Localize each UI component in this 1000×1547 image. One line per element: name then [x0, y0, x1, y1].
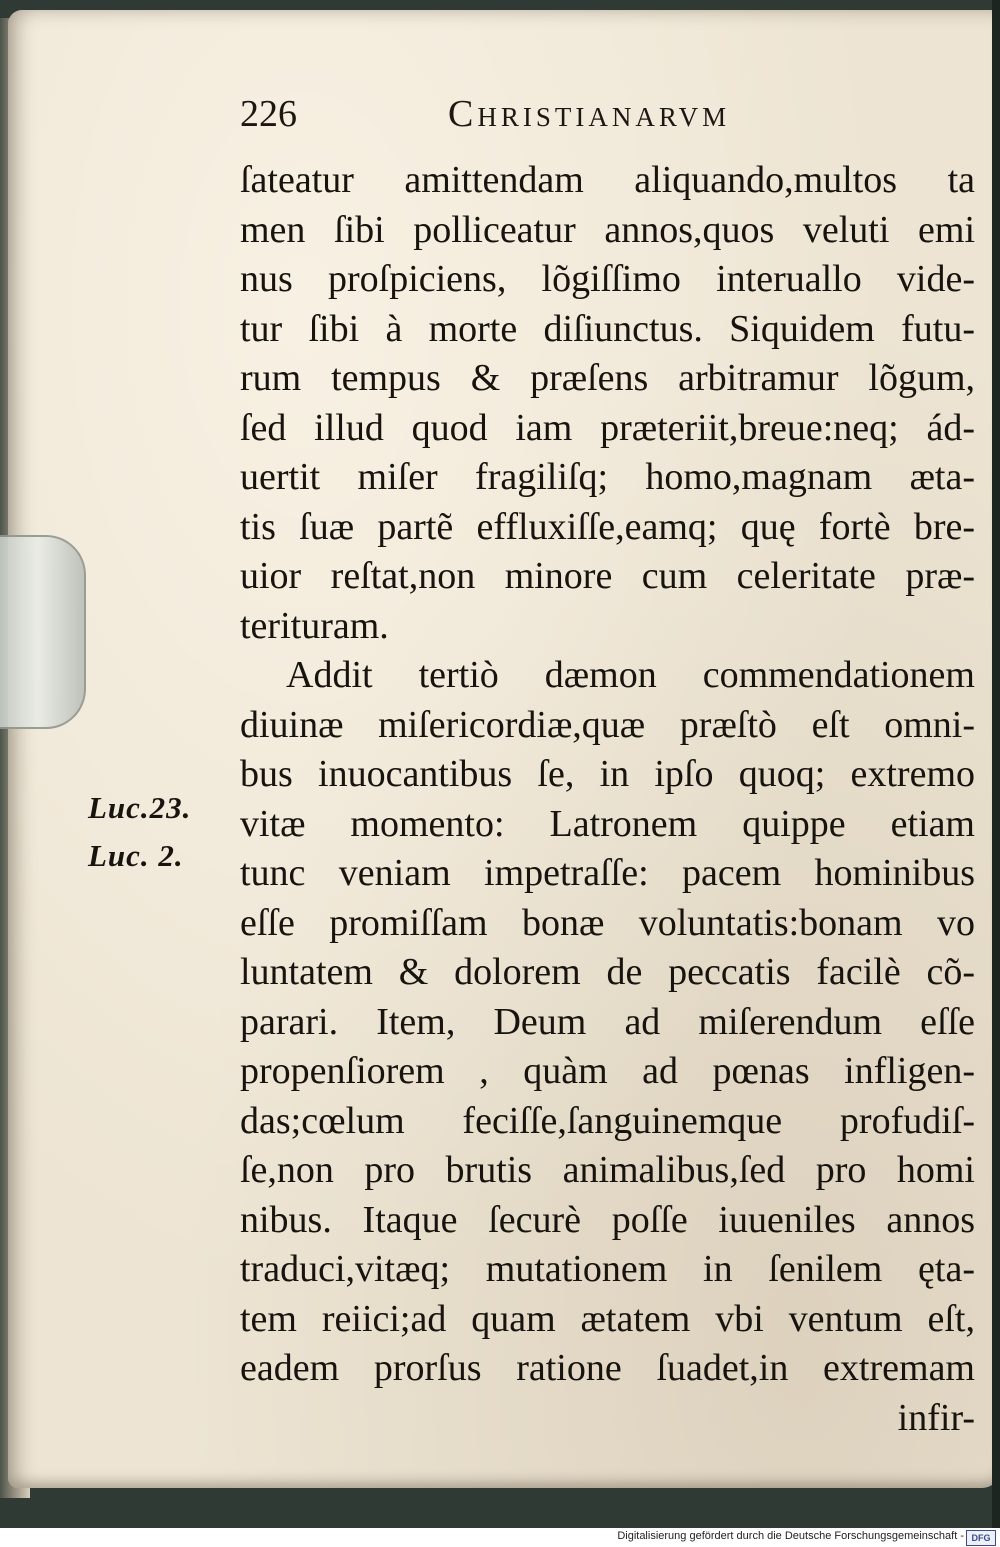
text-line: traduci,vitæq; mutationem in ſenilem ętа-: [240, 1248, 975, 1290]
text-line: rum tempus & præſens arbitramur lõgum,: [240, 357, 975, 399]
text-line: eadem prorſus ratione ſuadet,in extremam: [240, 1347, 975, 1389]
body-text: [240, 156, 975, 1443]
text-line: bus inuocantibus ſe, in ipſo quoq; extremo: [240, 753, 975, 795]
text-line: diuinæ miſericordiæ,quæ præſtò eſt omni-: [240, 703, 975, 746]
text-line: men ſibi polliceatur annos,quos veluti emi: [240, 208, 975, 251]
funding-credit: Digitalisierung gefördert durch die Deutsche Forschungsgemeinschaft -: [617, 1530, 964, 1542]
dfg-logo: DFG: [966, 1530, 996, 1546]
text-line: eſſe promiſſam bonæ voluntatis:bonam vo: [240, 901, 975, 944]
footer-bar: [0, 1528, 1000, 1547]
text-line: luntatem & dolorem de peccatis facilè cõ-: [240, 951, 975, 993]
text-line: uior reſtat,non minore cum celeritate præ-: [240, 555, 975, 597]
margin-note-luke-23: Luc.23.: [88, 790, 192, 825]
text-line: ſe,non pro brutis animalibus,ſed pro homi: [240, 1149, 975, 1191]
text-line: tur ſibi à morte diſiunctus. Siquidem futu-: [240, 307, 975, 350]
text-line: ſateatur amittendam aliquando,multos ta: [240, 159, 975, 201]
text-line: parari. Item, Deum ad miſerendum eſſe: [240, 1000, 975, 1043]
text-line: terituram.: [240, 604, 389, 647]
text-line: das;cœlum feciſſe,ſanguinemque profudiſ-: [240, 1099, 975, 1142]
page-number: 226: [240, 93, 297, 135]
book-right-edge: [992, 0, 1000, 1528]
running-title: Christianarvm: [448, 93, 731, 135]
text-line: tunc veniam impetraſſe: pacem hominibus: [240, 852, 975, 894]
running-header: [240, 92, 940, 144]
text-line: nus proſpiciens, lõgiſſimo interuallo vide-: [240, 258, 975, 300]
text-line: Addit tertiò dæmon commendationem: [286, 654, 975, 696]
page-clip: [0, 535, 86, 729]
text-line: tem reiici;ad quam ætatem vbi ventum eſt,: [240, 1297, 975, 1340]
text-line: vitæ momento: Latronem quippe etiam: [240, 802, 975, 845]
text-line: propenſiorem , quàm ad pœnas infligen-: [240, 1050, 975, 1092]
text-line: uertit miſer fragiliſq; homo,magnam æta-: [240, 456, 975, 498]
text-line: ſed illud quod iam præteriit,breue:neq; ád-: [240, 406, 975, 449]
catchword: infir-: [897, 1396, 975, 1439]
text-line: tis ſuæ partẽ effluxiſſe,eamq; quę fortè bre-: [240, 505, 975, 548]
margin-note-luke-2: Luc. 2.: [88, 838, 184, 873]
text-line: nibus. Itaque ſecurè poſſe iuueniles annos: [240, 1198, 975, 1241]
